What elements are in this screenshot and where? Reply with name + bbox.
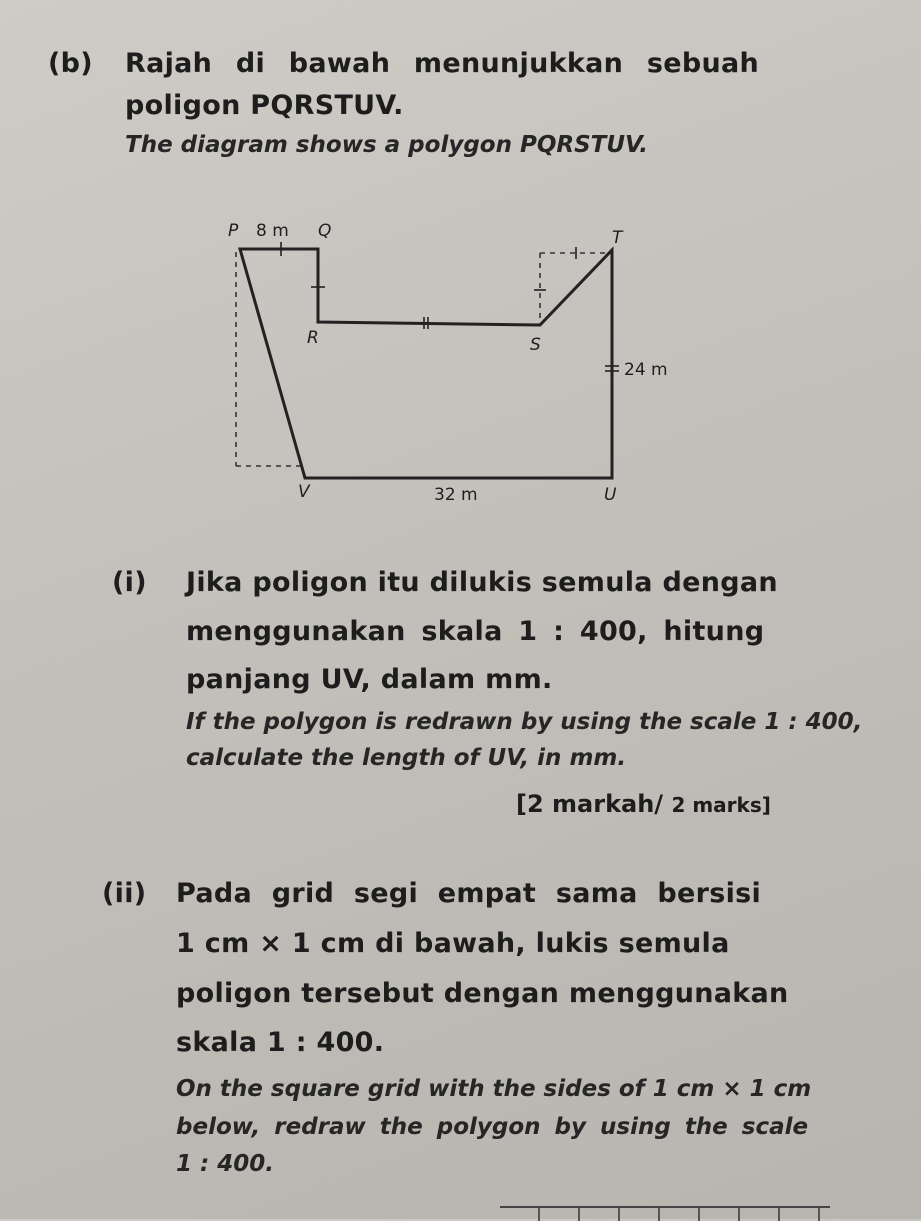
part-ii-label: (ii) xyxy=(102,878,147,909)
part-i-question-english-line2: calculate the length of UV, in mm. xyxy=(186,745,627,771)
marks-malay: [2 markah/ xyxy=(516,790,664,818)
measurement-vu: 32 m xyxy=(434,485,478,505)
vertex-q-label: Q xyxy=(318,221,332,241)
polygon-pqrstuv xyxy=(240,249,612,478)
part-ii-question-line4: skala 1 : 400. xyxy=(176,1027,385,1058)
part-i-label: (i) xyxy=(112,567,147,598)
part-i-marks xyxy=(516,790,771,818)
part-ii-question-line1: Pada grid segi empat sama bersisi xyxy=(176,878,762,909)
vertex-s-label: S xyxy=(530,335,541,355)
part-ii-question-english-line3: 1 : 400. xyxy=(176,1151,274,1177)
part-i-question-line2: menggunakan skala 1 : 400, hitung xyxy=(186,616,765,647)
part-b-statement-line1: Rajah di bawah menunjukkan sebuah xyxy=(125,48,760,79)
part-b-statement-english: The diagram shows a polygon PQRSTUV. xyxy=(125,132,648,158)
part-b-statement-line2: poligon PQRSTUV. xyxy=(125,90,404,121)
vertex-v-label: V xyxy=(298,482,310,502)
vertex-p-label: P xyxy=(228,221,239,241)
vertex-t-label: T xyxy=(612,228,623,248)
measurement-tu: 24 m xyxy=(624,360,668,380)
part-ii-question-line3: poligon tersebut dengan menggunakan xyxy=(176,978,789,1009)
polygon-diagram xyxy=(0,0,921,560)
part-i-question-line1: Jika poligon itu dilukis semula dengan xyxy=(186,567,778,598)
vertex-r-label: R xyxy=(307,328,319,348)
part-i-question-line3: panjang UV, dalam mm. xyxy=(186,664,553,695)
part-ii-question-line2: 1 cm × 1 cm di bawah, lukis semula xyxy=(176,928,730,959)
part-ii-question-english-line1: On the square grid with the sides of 1 cm × 1 cm xyxy=(176,1076,812,1102)
part-b-label: (b) xyxy=(48,48,93,79)
vertex-u-label: U xyxy=(604,485,617,505)
part-ii-question-english-line2: below, redraw the polygon by using the scale xyxy=(176,1114,809,1140)
equal-length-ticks xyxy=(281,242,619,371)
part-i-question-english-line1: If the polygon is redrawn by using the scale 1 : 400, xyxy=(186,709,863,735)
measurement-pq: 8 m xyxy=(256,221,289,241)
marks-english: 2 marks] xyxy=(671,793,771,817)
